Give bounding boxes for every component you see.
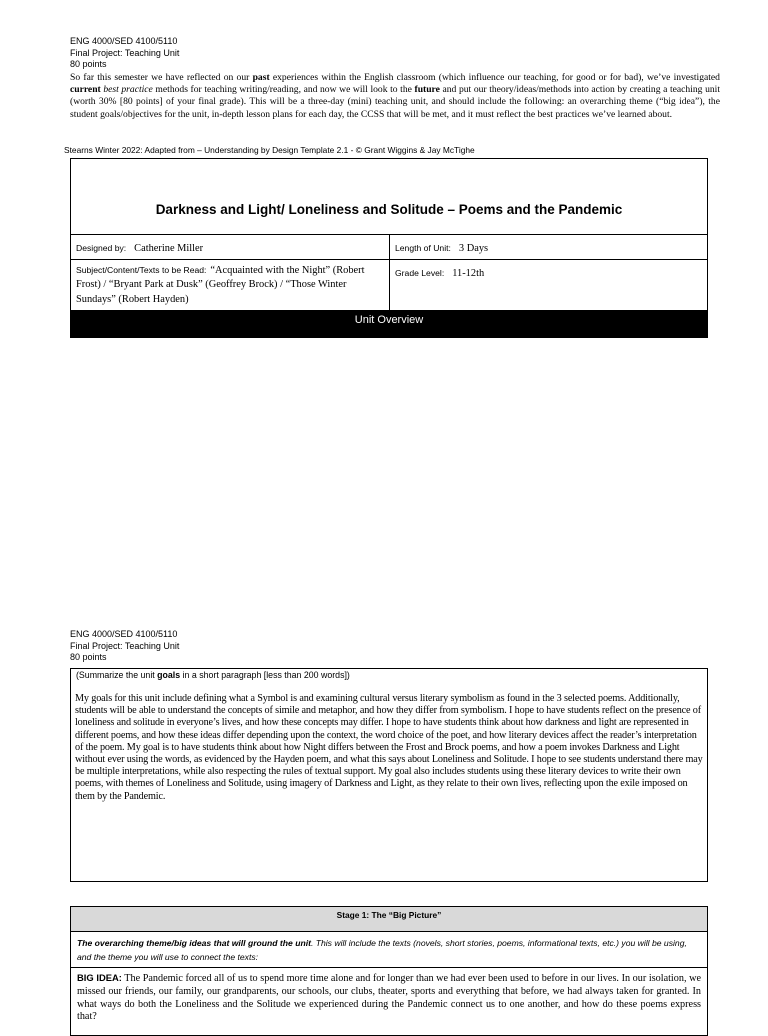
page-header [70,629,179,664]
intro-paragraph [70,72,720,121]
length-label: Length of Unit: [395,243,451,253]
stage1-instructions [71,932,707,968]
points: 80 points [70,652,107,662]
designed-by-value: Catherine Miller [134,243,204,254]
stage1-instructions-bold: The overarching theme/big ideas that will ground the unit [77,938,311,948]
designed-by-cell [71,235,389,259]
subject-label: Subject/Content/Texts to be Read: [76,265,207,275]
stage1-heading: Stage 1: The “Big Picture” [71,907,707,932]
grade-cell [390,260,708,284]
grade-value: 11-12th [452,268,485,279]
length-cell [390,235,708,259]
goals-prompt [76,670,350,680]
goals-prompt-text: in a short paragraph [less than 200 words]) [180,670,350,680]
big-idea-label: BIG IDEA: [77,972,122,983]
goals-paragraph: My goals for this unit include defining what a Symbol is and examining cultural versus literary symbolism as found in the 3 selected poems. Additionally, students will be able to understand the concepts of simile and metaphor, and how they differ from symbolism. I hope to have students reflect on the presence of loneliness and solitude in everyone’s lives, and how these concepts may differ. I hope to have students think about how darkness and light are represented in different poems, and how these ideas differ depending upon the context, the word choice of the poet, and how literary devices affect the reader’s interpretation of the poem. My goal is to have students think about how Night differs between the Frost and Brock poems, and how a poem invokes Darkness and Light without ever using the words, as evidenced by the Hayden poem, and what this says about Loneliness and Solitude. I hope to see students understand there may be multiple interpretations, while also respecting the rules of textual support. My goal also includes students using these literary devices to write their own poems, with themes of Loneliness and Solitude, using imagery of Darkness and Light, as they relate to their own lives, reflecting upon the exile imposed on them by the Pandemic. [75,693,703,802]
page-header [70,36,179,71]
designed-row [71,234,707,260]
unit-title: Darkness and Light/ Loneliness and Solitude – Poems and the Pandemic [155,202,623,217]
course-code: ENG 4000/SED 4100/5110 [70,629,178,639]
intro-text: experiences within the English classroom (which influence our teaching, for good or for bad), we’ve investigated [269,72,720,83]
big-idea-text: The Pandemic forced all of us to spend more time alone and for longer than we had ever been used to before in our lives. In our isolation, we missed our friends, our family, our grandparents, our schools, our clubs, theater, sports and everything that before, we had always taken for granted. In what ways do both the Loneliness and the Solitude we experienced during the Pandemic connect us to one another, and how do these poems express that? [77,973,701,1023]
length-value: 3 Days [458,243,489,254]
intro-text: methods for teaching writing/reading, and now we will look to the [152,84,415,96]
points: 80 points [70,59,107,69]
intro-bold-future: future [414,84,440,96]
project-title: Final Project: Teaching Unit [70,47,180,58]
course-code: ENG 4000/SED 4100/5110 [70,36,178,46]
unit-info-table [70,158,708,338]
grade-label: Grade Level: [395,268,445,278]
project-title: Final Project: Teaching Unit [70,640,180,651]
designed-by-label: Designed by: [76,243,127,253]
big-idea [71,968,707,1024]
intro-text: So far this semester we have reflected on our [70,72,253,83]
unit-overview-bar: Unit Overview [71,310,707,338]
intro-text: and put our theory/ideas/methods into action by creating a teaching unit (worth 30% [80 points] of your final grade). This will be a three-day (mini) teaching unit, and should include the following: an overarching theme (“big idea”), the student goals/objectives for the unit, in-depth lesson plans for each day, the CCSS that will be met, and it must reflect the best practices we’ve learned about. [70,84,720,120]
template-credit: Stearns Winter 2022: Adapted from – Understanding by Design Template 2.1 - © Grant Wiggins & Jay McTighe [64,145,475,155]
intro-bold-current: current [70,84,101,96]
stage1-instructions-text: . This will include the texts (novels, short stories, poems, informational texts, etc.) you will be using, and the theme you will use to connect the texts: [77,938,687,962]
subject-row [71,259,707,311]
unit-goals-box [70,668,708,882]
stage1-table [70,906,708,1036]
intro-italic: best practice [100,84,153,96]
intro-bold-past: past [252,72,270,83]
goals-prompt-bold: goals [157,670,181,680]
goals-prompt-text: (Summarize the unit [76,670,158,680]
subject-value: “Acquainted with the Night” (Robert Frost) / “Bryant Park at Dusk” (Geoffrey Brock) / “Those Winter Sundays” (Robert Hayden) [76,265,365,305]
subject-cell [71,260,389,309]
